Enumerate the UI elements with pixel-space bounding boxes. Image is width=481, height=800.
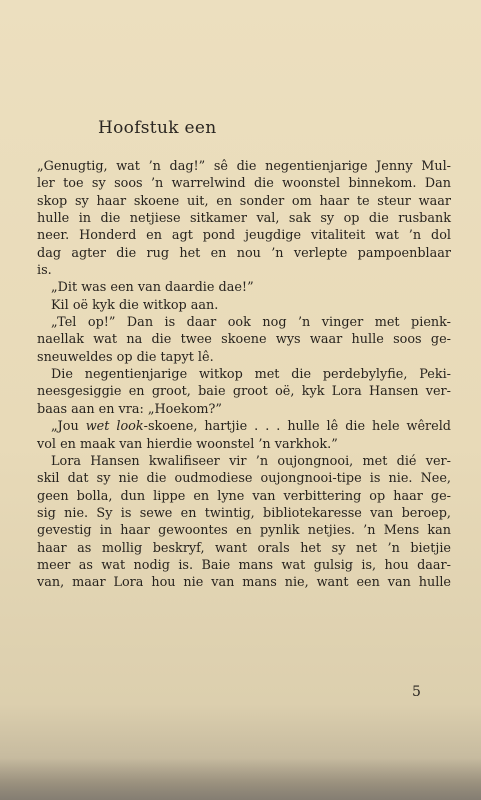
text-line: „Tel op!” Dan is daar ook nog ’n vinger met pienk-	[51, 315, 451, 331]
text-line	[37, 418, 451, 435]
text-line: baas aan en vra: „Hoekom?”	[37, 401, 222, 417]
text-line: Die negentienjarige witkop met die perdebylyfie, Peki-	[51, 367, 451, 383]
text-line: Kil oë kyk die witkop aan.	[51, 297, 219, 313]
text-fragment: „Jou	[51, 419, 86, 435]
text-line: van, maar Lora hou nie van mans nie, want een van hulle	[37, 575, 451, 591]
text-line: naellak wat na die twee skoene wys waar hulle soos ge-	[37, 332, 451, 348]
text-line: hulle in die netjiese sitkamer val, sak sy op die rusbank	[37, 211, 451, 227]
text-line: haar as mollig beskryf, want orals het sy net ’n bietjie	[37, 540, 451, 556]
body-text	[37, 158, 451, 592]
text-line: neesgesiggie en groot, baie groot oë, kyk Lora Hansen ver-	[37, 384, 451, 400]
text-line: sneuweldes op die tapyt lê.	[37, 349, 214, 365]
text-line: dag agter die rug het en nou ’n verlepte pampoenblaar	[37, 245, 451, 261]
italic-fragment: wet look	[85, 419, 144, 435]
page-number: 5	[412, 684, 421, 700]
text-line: „Genugtig, wat ’n dag!” sê die negentienjarige Jenny Mul-	[37, 159, 451, 174]
text-line: gevestig in haar gewoontes en pynlik netjies. ’n Mens kan	[37, 523, 451, 539]
text-line: sig nie. Sy is sewe en twintig, bibliotekaresse van beroep,	[37, 505, 451, 521]
text-line: skop sy haar skoene uit, en sonder om haar te steur waar	[37, 193, 451, 209]
text-line: vol en maak van hierdie woonstel ’n varkhok.”	[37, 436, 338, 452]
text-line: meer as wat nodig is. Baie mans wat gulsig is, hou daar-	[37, 557, 451, 573]
text-line: „Dit was een van daardie dae!”	[51, 280, 254, 296]
text-fragment: -skoene, hartjie . . . hulle lê die hele wêreld	[143, 419, 452, 435]
text-line: is.	[37, 263, 52, 279]
text-line: Lora Hansen kwalifiseer vir ’n oujongnooi, met dié ver-	[51, 453, 451, 469]
text-line: neer. Honderd en agt pond jeugdige vitaliteit wat ’n dol	[37, 228, 451, 244]
text-line: ler toe sy soos ’n warrelwind die woonstel binnekom. Dan	[37, 176, 451, 192]
text-line: geen bolla, dun lippe en lyne van verbittering op haar ge-	[37, 488, 451, 504]
chapter-title: Hoofstuk een	[98, 118, 217, 138]
text-line: skil dat sy nie die oudmodiese oujongnooi-tipe is nie. Nee,	[37, 471, 451, 487]
